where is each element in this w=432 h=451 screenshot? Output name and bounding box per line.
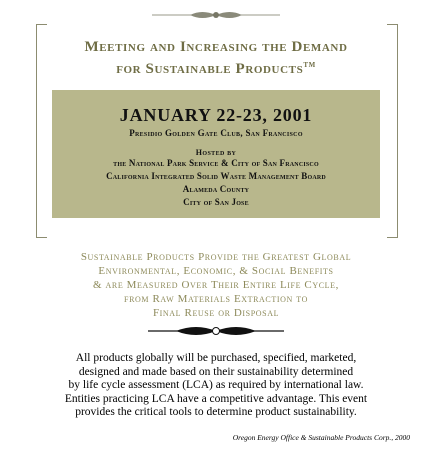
benefits-line: Environmental, Economic, & Social Benefits [98,265,334,277]
citation: Oregon Energy Office & Sustainable Products Corp., 2000 [232,433,410,442]
benefits-statement [0,250,432,320]
benefits-line: Final Reuse or Disposal [152,307,280,319]
benefits-line: from Raw Materials Extraction to [124,293,308,305]
event-venue: Presidio Golden Gate Club, San Francisco [129,128,303,138]
body-line: All products globally will be purchased, specified, marketed, [75,352,357,364]
trademark-mark: TM [303,61,316,69]
hosted-by-label: Hosted by [195,148,237,157]
host-line: California Integrated Solid Waste Management Board [106,171,326,181]
event-date: JANUARY 22-23, 2001 [119,105,313,125]
event-info-box [52,90,380,218]
benefits-line: Sustainable Products Provide the Greatest Global [80,251,352,263]
body-line: by life cycle assessment (LCA) as required by international law. [68,379,364,391]
benefits-line: & are Measured Over Their Entire Life Cycle, [93,279,339,291]
host-line: the National Park Service & City of San Francisco [113,158,319,168]
body-paragraph [0,352,432,420]
top-ornament-divider [150,8,282,22]
middle-ornament-divider [146,323,286,339]
body-line: Entities practicing LCA have a competitive advantage. This event [64,392,368,405]
page-title [0,38,432,78]
body-line: designed and made based on their sustainability determined [78,365,354,378]
title-line-1: Meeting and Increasing the Demand [84,39,348,55]
host-line: City of San Jose [183,197,249,207]
host-line: Alameda County [182,184,250,194]
body-line: provides the critical tools to determine product sustainability. [75,406,357,418]
title-line-2: for Sustainable Products™ [116,61,316,77]
